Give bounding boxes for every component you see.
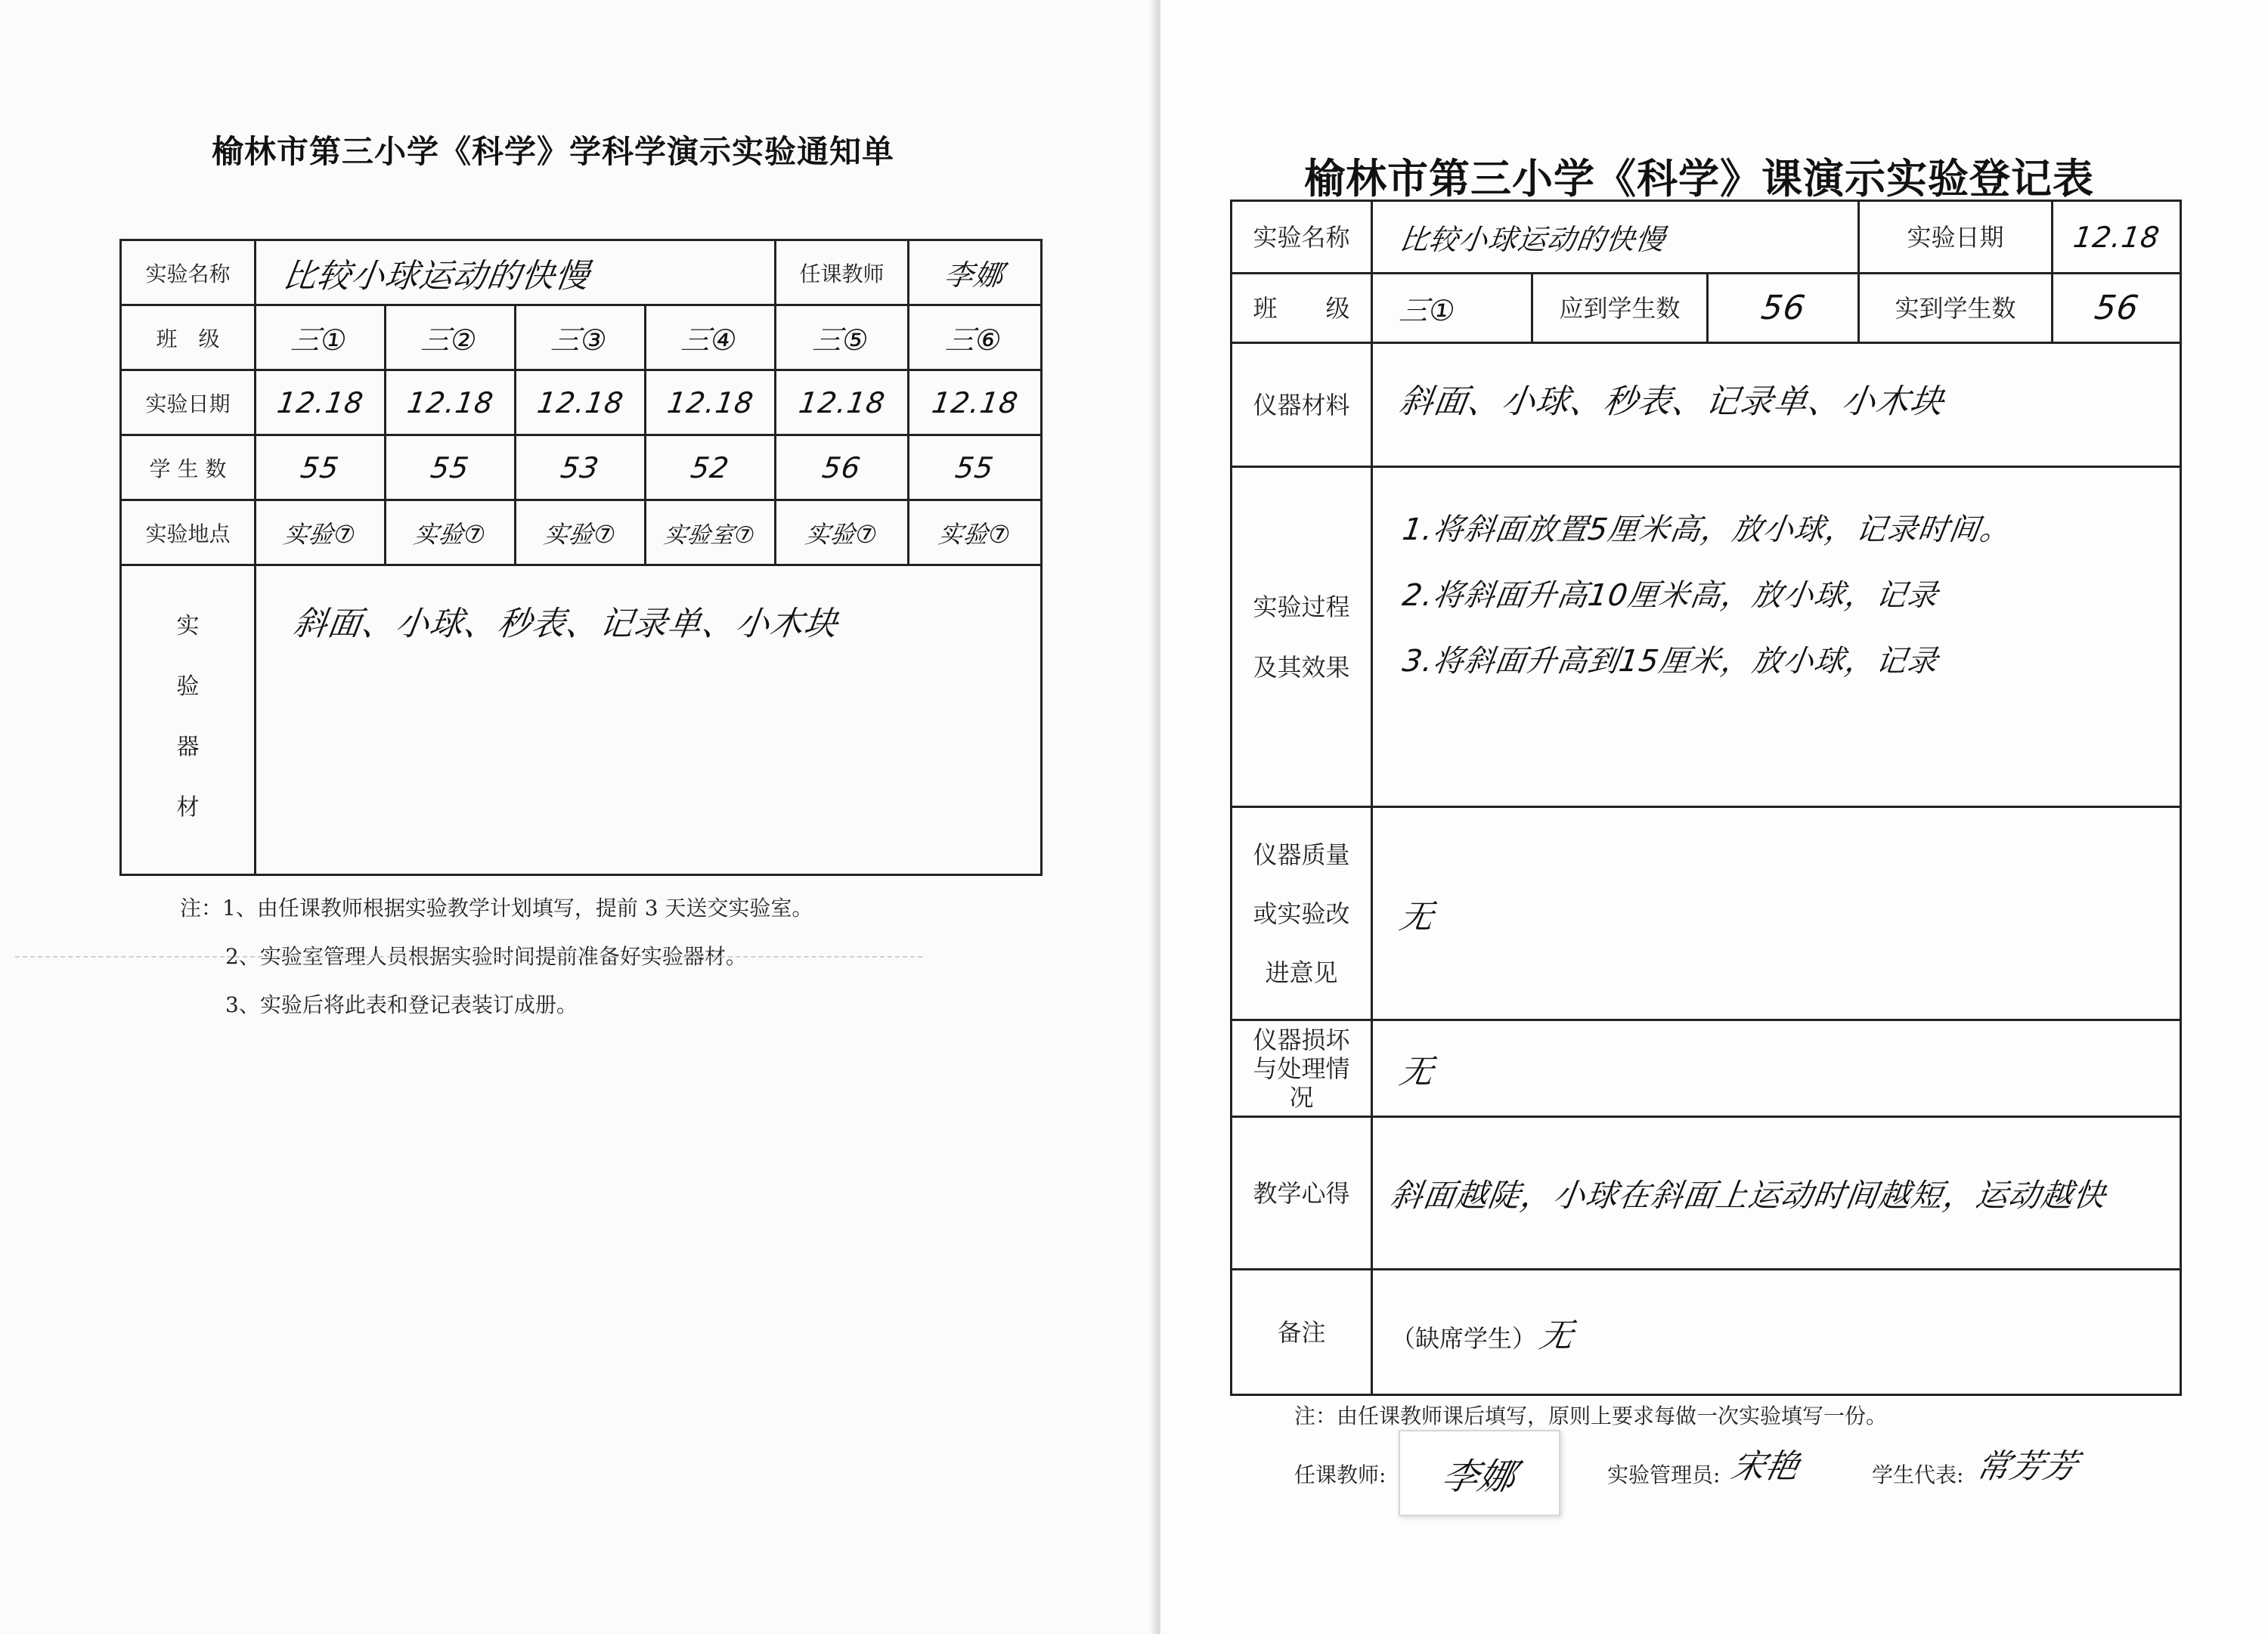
student-signature-wrap [1972, 1439, 2081, 1487]
note-line-1: 注：1、由任课教师根据实验教学计划填写，提前 3 天送交实验室。 [180, 896, 813, 921]
note-line-3: 3、实验后将此表和登记表装订成册。 [225, 992, 578, 1017]
reg-remarks-value: 无 [1536, 1316, 1577, 1355]
register-footer-note: 注：由任课教师课后填写，原则上要求每做一次实验填写一份。 [1294, 1403, 1888, 1428]
reg-reflection-label: 教学心得 [1232, 1117, 1372, 1270]
reg-expected-value: 56 [1758, 289, 1808, 327]
notice-title: 榆林市第三小学《科学》学科学演示实验通知单 [212, 133, 895, 170]
location-cell: 实验⑦ [256, 500, 386, 565]
reg-expected-label: 应到学生数 [1532, 274, 1708, 343]
date-cell: 12.18 [386, 370, 516, 435]
reg-name-value: 比较小球运动的快慢 [1397, 223, 1668, 256]
note-line-2: 2、实验室管理人员根据实验时间提前准备好实验器材。 [225, 944, 747, 969]
class-cell: 三③ [516, 305, 646, 370]
reg-reflection-cell [1372, 1117, 2181, 1270]
admin-sign-label: 实验管理员: [1607, 1462, 1721, 1487]
class-cell: 三⑤ [776, 305, 909, 370]
students-cell: 52 [646, 435, 776, 500]
reg-remarks-label: 备注 [1232, 1270, 1372, 1395]
reg-process-label: 实验过程 及其效果 [1232, 467, 1372, 807]
equipment-label: 实 验 器 材 [121, 565, 256, 875]
students-label: 学 生 数 [121, 435, 256, 500]
date-cell: 12.18 [516, 370, 646, 435]
date-cell: 12.18 [776, 370, 909, 435]
reg-date-cell [2053, 201, 2181, 274]
reg-expected-cell [1708, 274, 1859, 343]
notice-table [119, 239, 1043, 876]
reg-process-cell [1372, 467, 2181, 807]
reg-remarks-prefix: （缺席学生） [1391, 1323, 1537, 1353]
equipment-value: 斜面、小球、秒表、记录单、小木块 [290, 605, 841, 643]
class-cell: 三① [256, 305, 386, 370]
reg-materials-label: 仪器材料 [1232, 343, 1372, 467]
teacher-signature-box [1399, 1430, 1560, 1516]
students-cell: 56 [776, 435, 909, 500]
class-label: 班 级 [121, 305, 256, 370]
date-cell: 12.18 [646, 370, 776, 435]
reg-quality-cell [1372, 807, 2181, 1020]
register-title: 榆林市第三小学《科学》课演示实验登记表 [1304, 155, 2094, 203]
students-cell: 55 [909, 435, 1042, 500]
location-cell: 实验⑦ [516, 500, 646, 565]
teacher-sign-label: 任课教师: [1294, 1462, 1387, 1487]
location-label: 实验地点 [121, 500, 256, 565]
students-cell: 55 [386, 435, 516, 500]
reg-damage-value: 无 [1396, 1052, 1436, 1091]
reg-materials-cell [1372, 343, 2181, 467]
date-cell: 12.18 [909, 370, 1042, 435]
teacher-value: 李娜 [942, 258, 1007, 292]
register-table [1230, 200, 2182, 1396]
equipment-cell [256, 565, 1042, 875]
admin-signature: 宋艳 [1727, 1447, 1803, 1486]
reg-reflection-value: 斜面越陡，小球在斜面上运动时间越短，运动越快 [1388, 1176, 2109, 1214]
teacher-label: 任课教师 [776, 240, 909, 305]
date-cell: 12.18 [256, 370, 386, 435]
reg-class-value: 三① [1397, 294, 1458, 327]
reg-materials-value: 斜面、小球、秒表、记录单、小木块 [1396, 382, 1947, 421]
process-step-3: 3.将斜面升高到15厘米，放小球，记录 [1400, 644, 1941, 679]
reg-name-cell [1372, 201, 1859, 274]
reg-class-cell [1372, 274, 1532, 343]
reg-quality-value: 无 [1396, 897, 1436, 936]
reg-actual-value: 56 [2091, 289, 2142, 327]
class-cell: 三② [386, 305, 516, 370]
teacher-cell [909, 240, 1042, 305]
experiment-name-cell [256, 240, 776, 305]
class-cell: 三④ [646, 305, 776, 370]
location-cell: 实验室⑦ [646, 500, 776, 565]
experiment-name-label: 实验名称 [121, 240, 256, 305]
reg-damage-cell [1372, 1020, 2181, 1117]
reg-quality-label: 仪器质量 或实验改 进意见 [1232, 807, 1372, 1020]
reg-actual-label: 实到学生数 [1859, 274, 2053, 343]
date-label: 实验日期 [121, 370, 256, 435]
reg-name-label: 实验名称 [1232, 201, 1372, 274]
class-cell: 三⑥ [909, 305, 1042, 370]
reg-remarks-cell [1372, 1270, 2181, 1395]
student-sign-label: 学生代表: [1872, 1462, 1964, 1487]
reg-actual-cell [2053, 274, 2181, 343]
location-cell: 实验⑦ [909, 500, 1042, 565]
admin-signature-wrap [1727, 1439, 1803, 1487]
reg-damage-label: 仪器损坏 与处理情 况 [1232, 1020, 1372, 1117]
location-cell: 实验⑦ [776, 500, 909, 565]
student-signature: 常芳芳 [1972, 1447, 2081, 1486]
students-cell: 55 [256, 435, 386, 500]
reg-date-value: 12.18 [2071, 220, 2162, 254]
experiment-name-value: 比较小球运动的快慢 [280, 256, 592, 296]
reg-date-label: 实验日期 [1859, 201, 2053, 274]
fold-line [15, 956, 922, 958]
process-step-2: 2.将斜面升高10厘米高，放小球，记录 [1400, 578, 1941, 613]
teacher-signature: 李娜 [1438, 1455, 1520, 1498]
process-step-1: 1.将斜面放置5厘米高，放小球，记录时间。 [1400, 512, 2014, 547]
location-cell: 实验⑦ [386, 500, 516, 565]
reg-class-label: 班 级 [1232, 274, 1372, 343]
students-cell: 53 [516, 435, 646, 500]
